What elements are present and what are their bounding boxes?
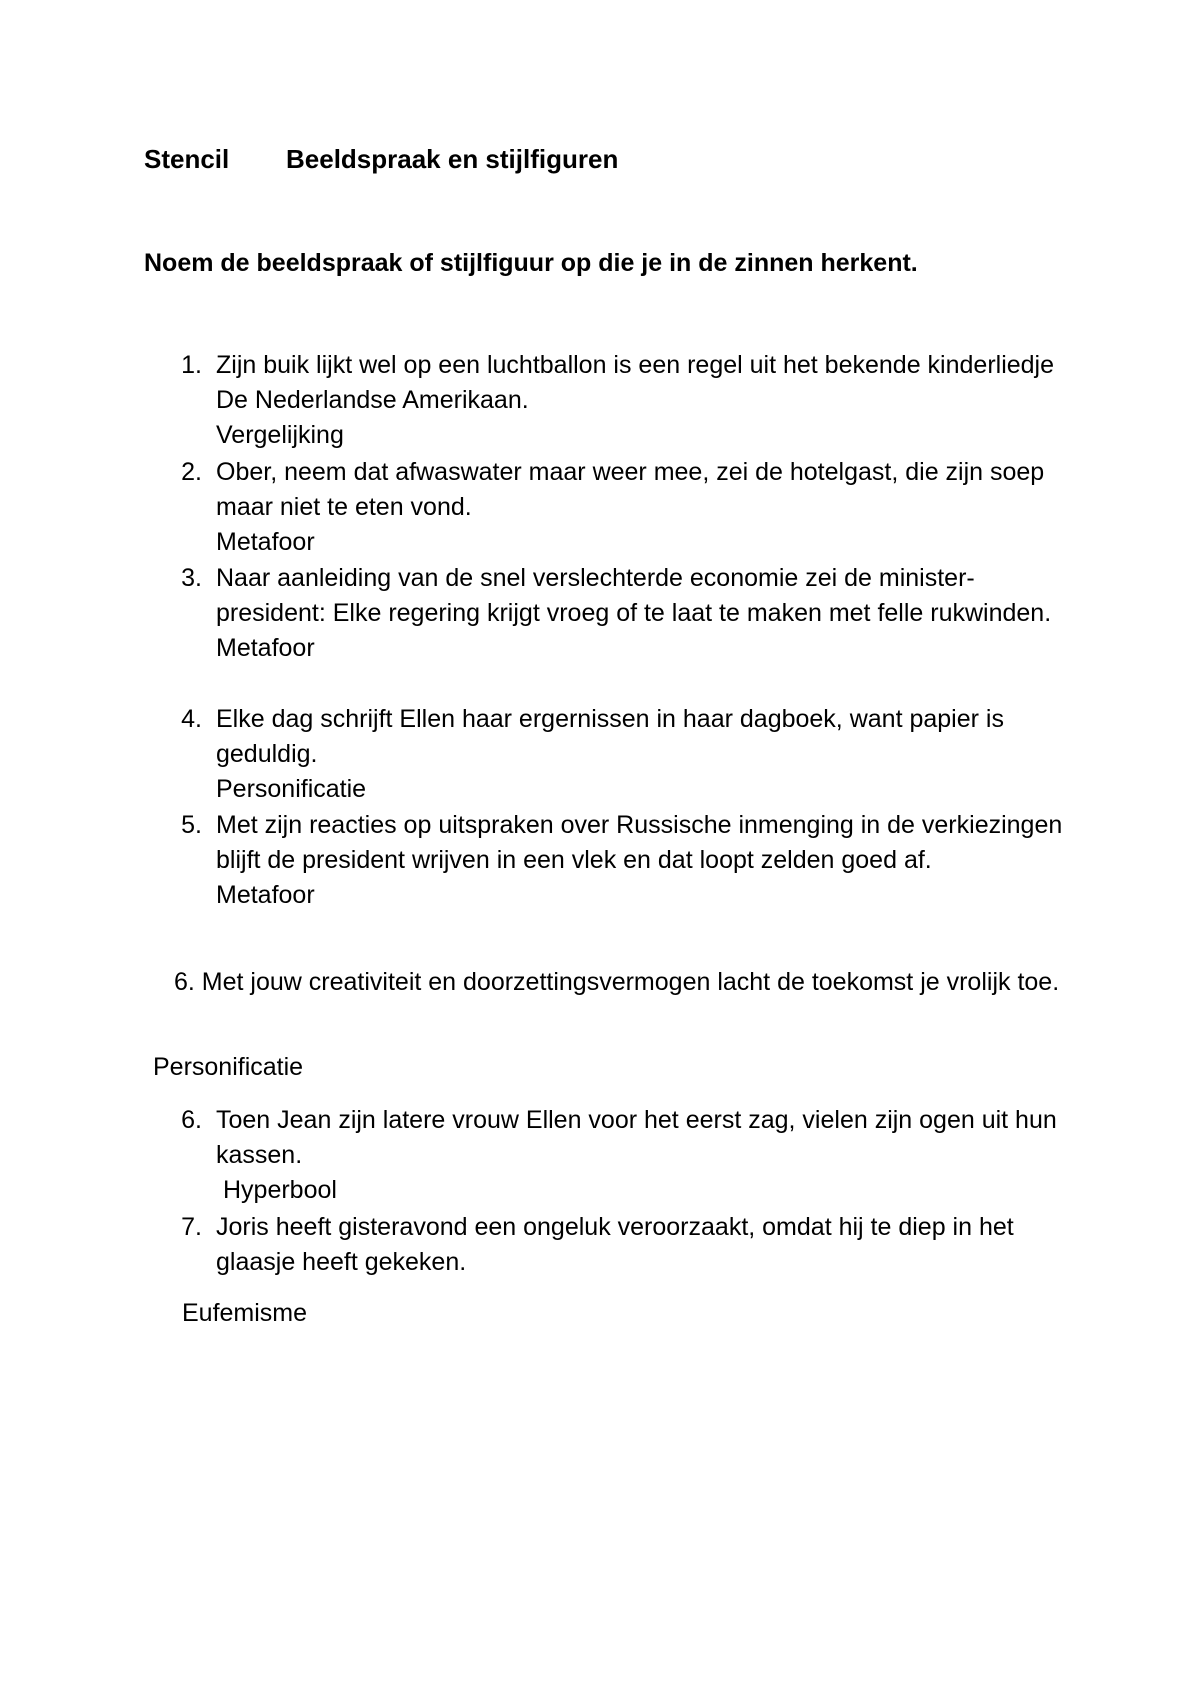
item-answer: Metafoor [216, 634, 315, 662]
exercise-item-4 [178, 702, 1078, 807]
item-number: 5. [181, 811, 202, 839]
item-number: 7. [181, 1213, 202, 1241]
item-sentence: Zijn buik lijkt wel op een luchtballon is een regel uit het bekende kinderliedje De Nederlandse Amerikaan. [216, 351, 1055, 414]
item-answer: Hyperbool [223, 1176, 337, 1204]
instruction-heading: Noem de beeldspraak of stijlfiguur op die je in de zinnen herkent. [144, 249, 918, 277]
item-sentence: Naar aanleiding van de snel verslechterde economie zei de minister-president: Elke regering krijgt vroeg of te laat te maken met felle rukwinden. [216, 564, 1052, 627]
loose-item-answer: Personificatie [153, 1053, 304, 1081]
item-number: 4. [181, 705, 202, 733]
document-header [144, 142, 618, 177]
exercise-item-3 [178, 561, 1078, 666]
exercise-item-2 [178, 455, 1078, 560]
item-7-answer: Eufemisme [182, 1299, 308, 1327]
item-number: 3. [181, 564, 202, 592]
exercise-item-7 [178, 1210, 1078, 1280]
exercise-item-1 [178, 348, 1078, 453]
header-label: Stencil [144, 144, 230, 174]
item-answer: Metafoor [216, 528, 315, 556]
exercise-item-5 [178, 808, 1078, 913]
item-sentence: Ober, neem dat afwaswater maar weer mee, zei de hotelgast, die zijn soep maar niet te eten vond. [216, 458, 1045, 521]
item-sentence: Met zijn reacties op uitspraken over Russische inmenging in de verkiezingen blijft de president wrijven in een vlek en dat loopt zelden goed af. [216, 811, 1063, 874]
item-answer: Personificatie [216, 775, 367, 803]
item-sentence: Toen Jean zijn latere vrouw Ellen voor het eerst zag, vielen zijn ogen uit hun kassen. [216, 1106, 1057, 1169]
item-number: 2. [181, 458, 202, 486]
item-answer: Vergelijking [216, 421, 344, 449]
item-sentence: Elke dag schrijft Ellen haar ergernissen in haar dagboek, want papier is geduldig. [216, 705, 1004, 768]
item-answer: Metafoor [216, 881, 315, 909]
header-title: Beeldspraak en stijlfiguren [286, 144, 619, 174]
item-number: 1. [181, 351, 202, 379]
loose-item-sentence: 6. Met jouw creativiteit en doorzettingsvermogen lacht de toekomst je vrolijk toe. [174, 968, 1060, 996]
item-sentence: Joris heeft gisteravond een ongeluk veroorzaakt, omdat hij te diep in het glaasje heeft gekeken. [216, 1213, 1014, 1276]
exercise-item-6b [178, 1103, 1078, 1208]
item-number: 6. [181, 1106, 202, 1134]
